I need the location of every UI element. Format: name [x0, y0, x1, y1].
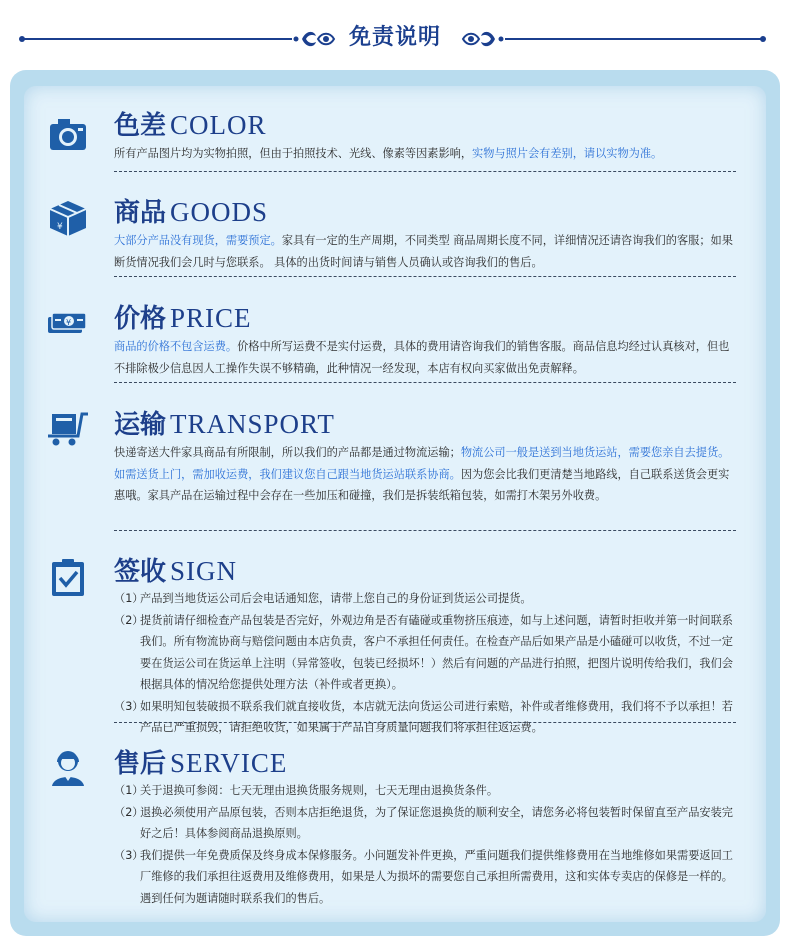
- section-body: [114, 230, 736, 273]
- list-item: [114, 610, 736, 696]
- section-title-cn: 售后: [114, 749, 167, 779]
- section-title-cn: 价格: [114, 304, 167, 334]
- section-title-en: PRICE: [170, 303, 252, 333]
- body-text: 价格中所写运费不是实付运费，具体的费用请咨询我们的销售客服。商品信息均经过认真核对，但也不排除极少信息因人工操作失误不够精确，此种情况一经发现，本店有权向买家做出免责解释。: [114, 340, 730, 375]
- section-title: [114, 112, 267, 139]
- section-title-cn: 色差: [114, 111, 167, 141]
- section-title-cn: 运输: [114, 410, 167, 440]
- body-highlight: 大部分产品没有现货，需要预定。: [114, 234, 282, 247]
- section-title: [114, 305, 252, 332]
- customer-service-icon: [46, 748, 90, 788]
- section-title: [114, 750, 287, 777]
- section-title-cn: 商品: [114, 198, 167, 228]
- section-title: [114, 411, 335, 438]
- divider: [114, 722, 736, 723]
- list-item: [114, 845, 736, 910]
- section-body: [114, 780, 736, 909]
- header-line-left: [22, 38, 292, 40]
- list-item-text: 我们提供一年免费质保及终身成本保修服务。小问题发补件更换，严重问题我们提供维修费用在当地维修如果需要返回工厂维修的我们承担往返费用及维修费用，如果是人为损坏的需要您自己承担所需费用，这和实体专卖店的保修是一样的。遇到任何为题请随时联系我们的售后。: [140, 848, 733, 905]
- list-item-text: 退换必须使用产品原包装，否则本店拒绝退货，为了保证您退换货的顺利安全，请您务必将包装暂时保留直至产品安装完好之后！具体参阅商品退换原则。: [140, 805, 733, 840]
- section-title: [114, 199, 268, 226]
- divider: [114, 276, 736, 277]
- list-item-text: 如果明知包装破损不联系我们就直接收货，本店就无法向货运公司进行索赔，补件或者维修费用，我们将不予以承担！若产品已严重损毁，请拒绝收货，如果属于产品自身质量问题我们将承担往返运费。: [140, 699, 733, 734]
- list-item-text: 产品到当地货运公司后会电话通知您，请带上您自己的身份证到货运公司提货。: [140, 592, 532, 605]
- divider: [114, 382, 736, 383]
- section-title: [114, 558, 237, 585]
- header: [0, 0, 790, 70]
- list-item: [114, 696, 736, 739]
- body-text: 所有产品图片均为实物拍照，但由于拍照技术、光线、像素等因素影响，: [114, 147, 473, 160]
- page-title: 免责说明: [348, 25, 441, 50]
- list-item-number: （2）: [114, 613, 144, 627]
- list-item-number: （2）: [114, 805, 144, 819]
- clipboard-check-icon: [46, 558, 90, 598]
- list-item: [114, 780, 736, 802]
- section-title-en: GOODS: [170, 197, 269, 227]
- divider: [114, 530, 736, 531]
- section-body: [114, 143, 736, 165]
- header-line-right: [505, 38, 763, 40]
- ornament-right-icon: [461, 26, 505, 52]
- section-title-cn: 签收: [114, 557, 167, 587]
- svg-text:¥: ¥: [57, 222, 63, 232]
- body-highlight: 商品的价格不包含运费。: [114, 340, 238, 353]
- disclaimer-panel-inner: [24, 86, 766, 922]
- body-text: 因为您会比我们更清楚当地路线，自己联系送货会更实惠哦。家具产品在运输过程中会存在一些加压和碰撞，我们是拆装纸箱包装，如需打木架另外收费。: [114, 467, 730, 502]
- list-item-number: （3）: [114, 848, 144, 862]
- money-icon: [46, 304, 90, 344]
- cart-icon: [46, 408, 90, 448]
- section-title-en: TRANSPORT: [170, 409, 335, 439]
- list-item-number: （3）: [114, 699, 144, 713]
- section-title-en: COLOR: [170, 110, 267, 140]
- package-icon: [46, 198, 90, 238]
- section-title-en: SERVICE: [170, 748, 288, 778]
- body-text: 快递寄送大件家具商品有所限制，所以我们的产品都是通过物流运输；: [114, 446, 461, 459]
- section-body: [114, 442, 736, 507]
- list-item: [114, 802, 736, 845]
- list-item-text: 提货前请仔细检查产品包装是否完好，外观边角是否有磕碰或重物挤压痕迹，如与上述问题，请暂时拒收并第一时间联系我们。所有物流协商与赔偿问题由本店负责，客户不承担任何责任。在检查产品后如果产品是小磕碰可以收货，不过一定要在货运公司在货运单上注明（异常签收，包装已经损坏！）然后有问题的产品进行拍照，把图片说明传给我们，我们会根据具体的情况给您提供处理方法（补件或者更换）。: [140, 613, 733, 691]
- list-item: [114, 588, 736, 610]
- body-highlight: 物流公司一般是送到当地货运站，需要您亲自去提货。如需送货上门，需加收运费，我们建议您自己跟当地货运站联系协商。: [114, 446, 730, 481]
- section-title-en: SIGN: [170, 556, 238, 586]
- divider: [114, 171, 736, 172]
- camera-icon: [46, 114, 90, 154]
- disclaimer-panel: [10, 70, 780, 936]
- section-body: [114, 336, 736, 379]
- svg-text:¥: ¥: [66, 318, 72, 327]
- section-body: [114, 588, 736, 739]
- body-highlight: 实物与照片会有差别，请以实物为准。: [472, 147, 663, 160]
- list-item-number: （1）: [114, 784, 144, 797]
- list-item-number: （1）: [114, 592, 144, 605]
- list-item-text: 关于退换可参阅：七天无理由退换货服务规则，七天无理由退换货条件。: [140, 784, 499, 797]
- body-text: 家具有一定的生产周期，不同类型 商品周期长度不同，详细情况还请咨询我们的客服；如果断货情况我们会几时与您联系。 具体的出货时间请与销售人员确认或咨询我们的售后。: [114, 234, 733, 269]
